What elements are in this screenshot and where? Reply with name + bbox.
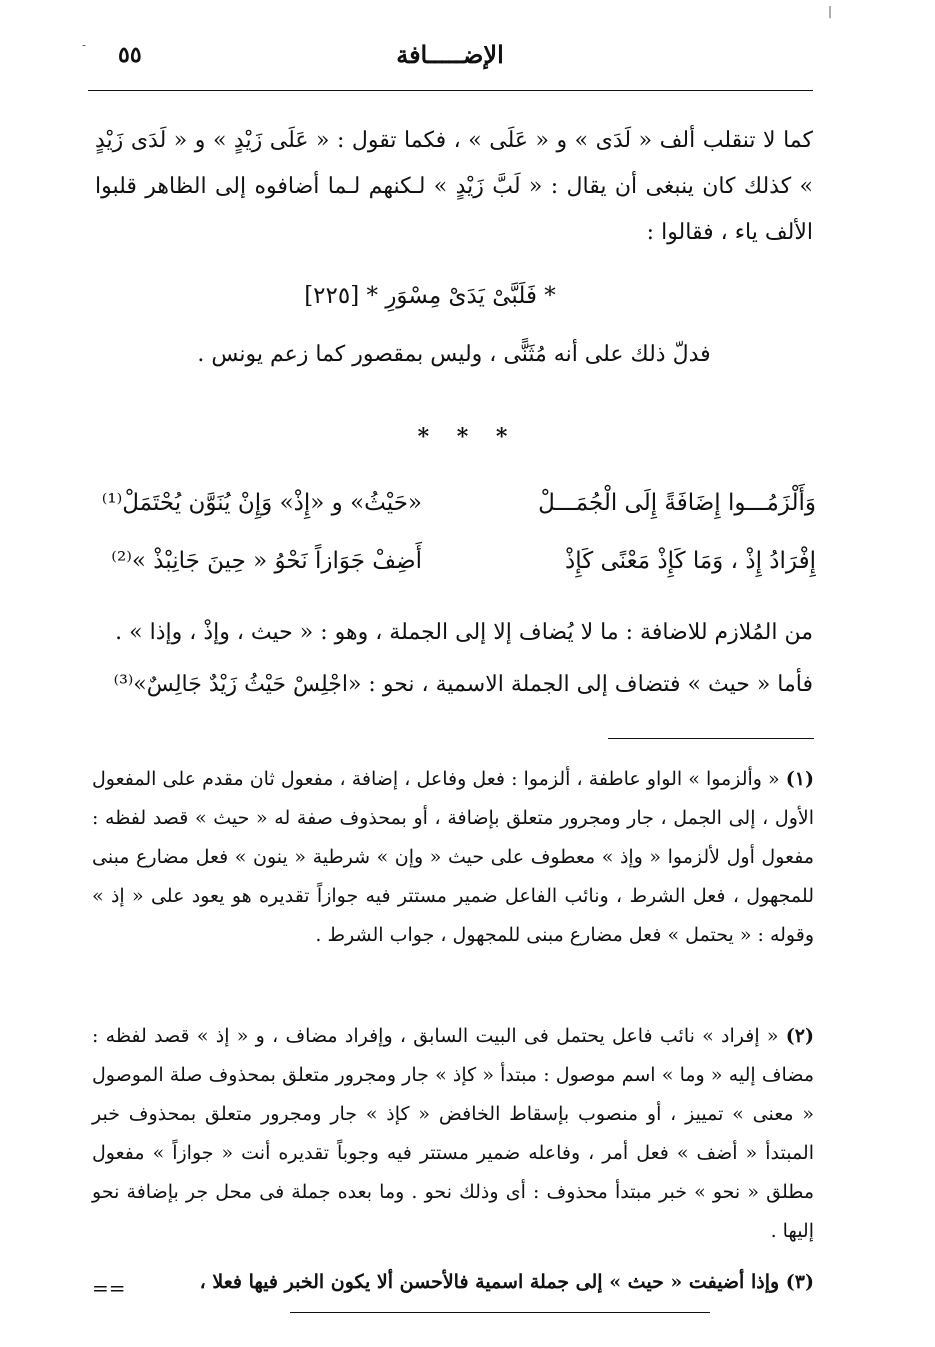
footnote-separator [608,738,814,739]
page-number: ٥٥ [118,42,142,68]
paragraph: كما لا تنقلب ألف « لَدَى » و « عَلَى » ، فكما تقول : « عَلَى زَيْدٍ » و « لَدَى زَيْدٍ » كذلك كان ينبغى أن يقال : « لَبَّ زَيْدٍ » لـكنهم لـما أضافوه إلى الظاهر قلبوا الألف ياء ، فقالوا : [95,128,813,245]
hemistich-right: إِفْرَادُ إِذْ ، وَمَا كَإِذْ مَعْنًى كَإِذْ [565,548,816,574]
scan-speck: | [828,4,833,18]
header-rule [88,90,813,91]
paragraph: فدلّ ذلك على أنه مُثَنًّى ، وليس بمقصور كما زعم يونس . [197,342,711,367]
footnote-number: (٢) [785,1025,814,1047]
hemistich-right: وَأَلْزَمُـــوا إِضَافَةً إِلَى الْجُمَـــلْ [538,490,816,516]
paragraph: فأما « حيث » فتضاف إلى الجملة الاسمية ، نحو : «اجْلِسْ حَيْثُ زَيْدٌ جَالِسٌ»⁽³⁾ [113,672,813,697]
footnote-text: « إفراد » نائب فاعل يحتمل فى البيت السابق ، وإفراد مضاف ، و « إذ » قصد لفظه : مضاف إليه « وما » اسم موصول : مبتدأ « كإذ » جار ومجرور متعلق بمحذوف صلة الموصول « معنى » تمييز ، أو منصوب بإسقاط الخافض « كإذ » جار ومجرور متعلق بمحذوف خبر المبتدأ « أضف » فعل أمر ، وفاعله ضمير مستتر فيه وجوباً تقديره أنت « جوازاً » مفعول مطلق « نحو » خبر مبتدأ محذوف : أى وذلك نحو . وما بعده جملة فى محل جر بإضافة نحو إليها . [92,1025,814,1242]
scan-speck: - [82,38,87,52]
footnote [92,760,814,955]
hemistich-left: «حَيْثُ» و «إِذْ» وَإِنْ يُنَوَّن يُحْتَمَلْ⁽¹⁾ [101,490,422,516]
continuation-mark: == [92,1276,126,1300]
footnote-underline [290,1312,710,1313]
running-title: الإضـــــافة [396,40,504,69]
footnote-number: (٣) [785,1271,814,1293]
footnote [92,1271,814,1293]
couplet [92,490,816,538]
footnote-text: وإذا أضيفت « حيث » إلى جملة اسمية فالأحسن ألا يكون الخبر فيها فعلا ، [199,1271,780,1293]
verse-quote: * فَلَبَّىْ يَدَىْ مِسْوَرِ * [٢٢٥] [304,283,556,309]
section-divider: * * * [417,424,518,450]
footnote-number: (١) [785,768,814,790]
footnote-text: « وألزموا » الواو عاطفة ، ألزموا : فعل وفاعل ، إضافة ، مفعول ثان مقدم على المفعول الأول ، إلى الجمل ، جار ومجرور متعلق بإضافة ، أو بمحذوف صفة له « حيث » قصد لفظه : مفعول أول لألزموا « وإذ » معطوف على حيث « وإن » شرطية « ينون » فعل مضارع مبنى للمجهول ، فعل الشرط ، ونائب الفاعل ضمير مستتر فيه جوازاً تقديره هو يعود على « إذ » وقوله : « يحتمل » فعل مضارع مبنى للمجهول ، جواب الشرط . [92,768,814,946]
hemistich-left: أَضِفْ جَوَازاً نَحْوُ « حِينَ جَانِبْذْ »⁽²⁾ [111,548,422,574]
paragraph: من المُلازم للاضافة : ما لا يُضاف إلا إلى الجملة ، وهو : « حيث ، وإذْ ، وإذا » . [115,620,813,645]
couplet [92,548,816,596]
footnote [92,1017,814,1251]
